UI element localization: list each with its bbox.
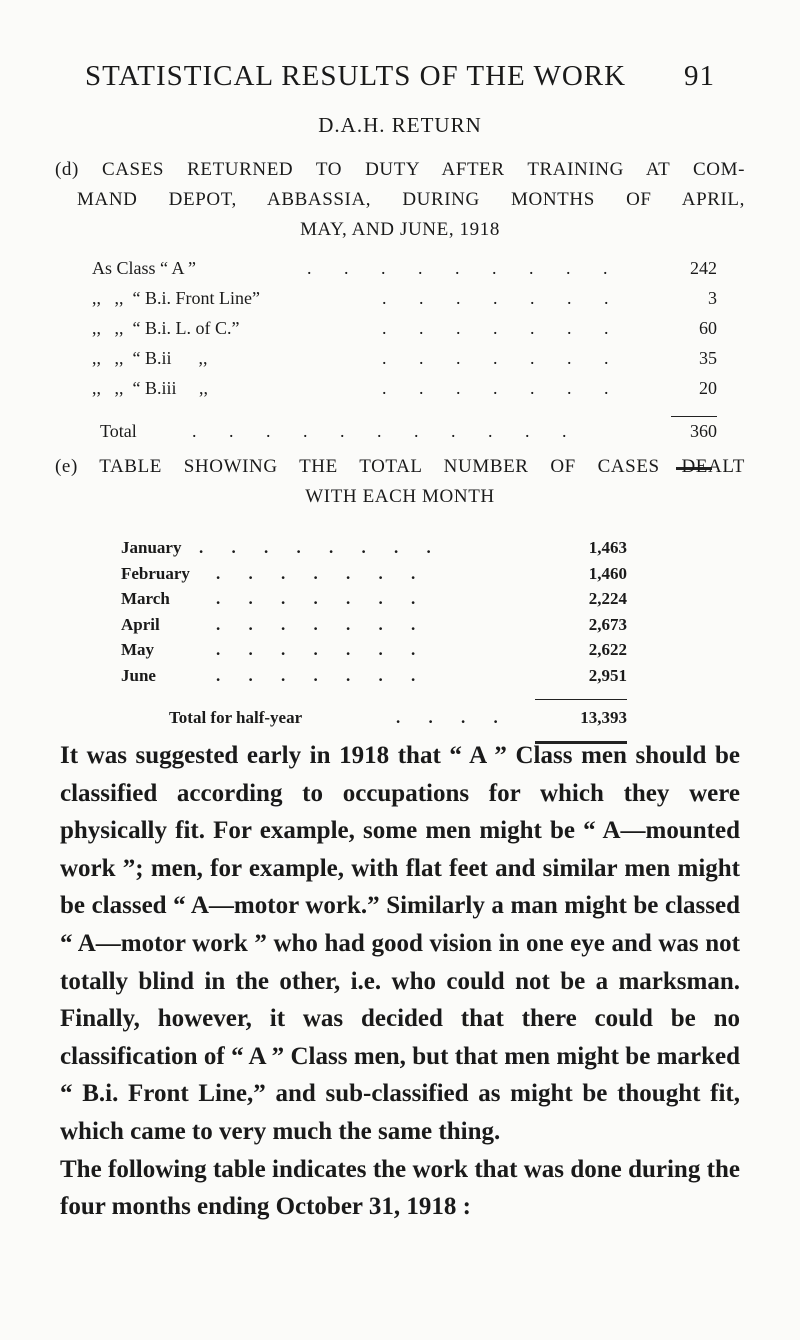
- caption-e-line-1: (e) TABLE SHOWING THE TOTAL NUMBER OF CASES DEALT: [55, 456, 745, 477]
- leader-dots: . . . . . . .: [216, 640, 428, 659]
- caption-d: [55, 155, 745, 245]
- leader-dots: . . . . . . .: [216, 665, 428, 685]
- monthly-cases-table: [121, 538, 627, 734]
- table-row: [92, 318, 717, 348]
- table-row: [121, 589, 627, 615]
- table-row: [92, 378, 717, 408]
- month-value: 2,673: [588, 614, 627, 634]
- table-row: [121, 666, 627, 692]
- month-value: 2,951: [588, 665, 627, 685]
- total-label: Total for half-year: [169, 708, 303, 727]
- row-value: 60: [699, 318, 717, 338]
- month-label: February: [121, 563, 190, 583]
- total-row: [121, 708, 627, 734]
- table-row: [121, 615, 627, 641]
- running-head: [85, 60, 715, 93]
- row-value: 242: [690, 258, 717, 278]
- row-label: As Class “ A ”: [92, 258, 197, 278]
- leader-dots: . . . . . . . .: [199, 538, 443, 557]
- leader-dots: . . . . . . .: [216, 563, 428, 583]
- leader-dots: . . . . . . .: [382, 378, 623, 398]
- table-row: [92, 258, 717, 288]
- total-row: [92, 421, 717, 451]
- table-row: [92, 288, 717, 318]
- returned-to-duty-table: [92, 258, 717, 451]
- row-label: ,, ,, “ B.iii ,,: [92, 378, 208, 398]
- row-label: ,, ,, “ B.ii ,,: [92, 348, 208, 368]
- leader-dots: . . . . . . .: [382, 318, 623, 338]
- row-label: ,, ,, “ B.i. L. of C.”: [92, 318, 240, 338]
- leader-dots: . . . . . . . . . . .: [192, 421, 581, 441]
- leader-dots: . . . . . . . . .: [307, 258, 622, 278]
- row-value: 3: [708, 288, 717, 308]
- total-label: Total: [100, 421, 137, 441]
- caption-e-line-2: WITH EACH MONTH: [305, 486, 495, 507]
- leader-dots: . . . .: [396, 708, 510, 727]
- month-label: January: [121, 538, 182, 557]
- caption-e: [55, 452, 745, 512]
- month-value: 2,224: [588, 589, 627, 608]
- leader-dots: . . . . . . .: [216, 614, 428, 634]
- row-value: 20: [699, 378, 717, 398]
- table-row: [92, 348, 717, 378]
- table-row: [121, 564, 627, 590]
- leader-dots: . . . . . . .: [216, 589, 428, 608]
- row-value: 35: [699, 348, 717, 368]
- total-value: 13,393: [580, 708, 627, 727]
- sum-rule: [535, 699, 627, 700]
- page-number: 91: [684, 60, 715, 92]
- caption-d-line-3: MAY, AND JUNE, 1918: [300, 219, 500, 240]
- table-row: [121, 640, 627, 666]
- leader-dots: . . . . . . .: [382, 348, 623, 368]
- month-label: March: [121, 589, 170, 608]
- month-label: May: [121, 640, 155, 659]
- sum-rule: [671, 416, 717, 417]
- month-value: 1,463: [588, 538, 627, 557]
- paragraph: It was suggested early in 1918 that “ A ” Class men should be classified according to occupations for which they were physically fit. For example, some men might be “ A—mounted work ”; men, for example, with flat feet and similar men might be classed “ A—motor work.” Similarly a man might be classed “ A—motor work ” who had good vision in one eye and was not totally blind in the other, i.e. who could not be a marksman. Finally, however, it was decided that there could be no classification of “ A ” Class men, but that men might be marked “ B.i. Front Line,” and sub-classified as might be thought fit, which came to very much the same thing.: [60, 742, 740, 1145]
- section-title: D.A.H. RETURN: [318, 113, 482, 137]
- month-label: April: [121, 614, 160, 634]
- paragraph: The following table indicates the work that was done during the four months ending October 31, 1918 :: [60, 1155, 740, 1221]
- caption-d-line-1: (d) CASES RETURNED TO DUTY AFTER TRAINING AT COM-: [55, 159, 745, 180]
- caption-d-line-2: MAND DEPOT, ABBASSIA, DURING MONTHS OF APRIL,: [77, 189, 745, 210]
- running-head-title: STATISTICAL RESULTS OF THE WORK: [85, 60, 627, 92]
- body-text: [60, 737, 740, 1226]
- month-label: June: [121, 665, 156, 685]
- table-row: [121, 538, 627, 564]
- month-value: 1,460: [588, 563, 627, 583]
- total-value: 360: [690, 421, 717, 441]
- row-label: ,, ,, “ B.i. Front Line”: [92, 288, 260, 308]
- month-value: 2,622: [588, 640, 627, 659]
- leader-dots: . . . . . . .: [382, 288, 623, 308]
